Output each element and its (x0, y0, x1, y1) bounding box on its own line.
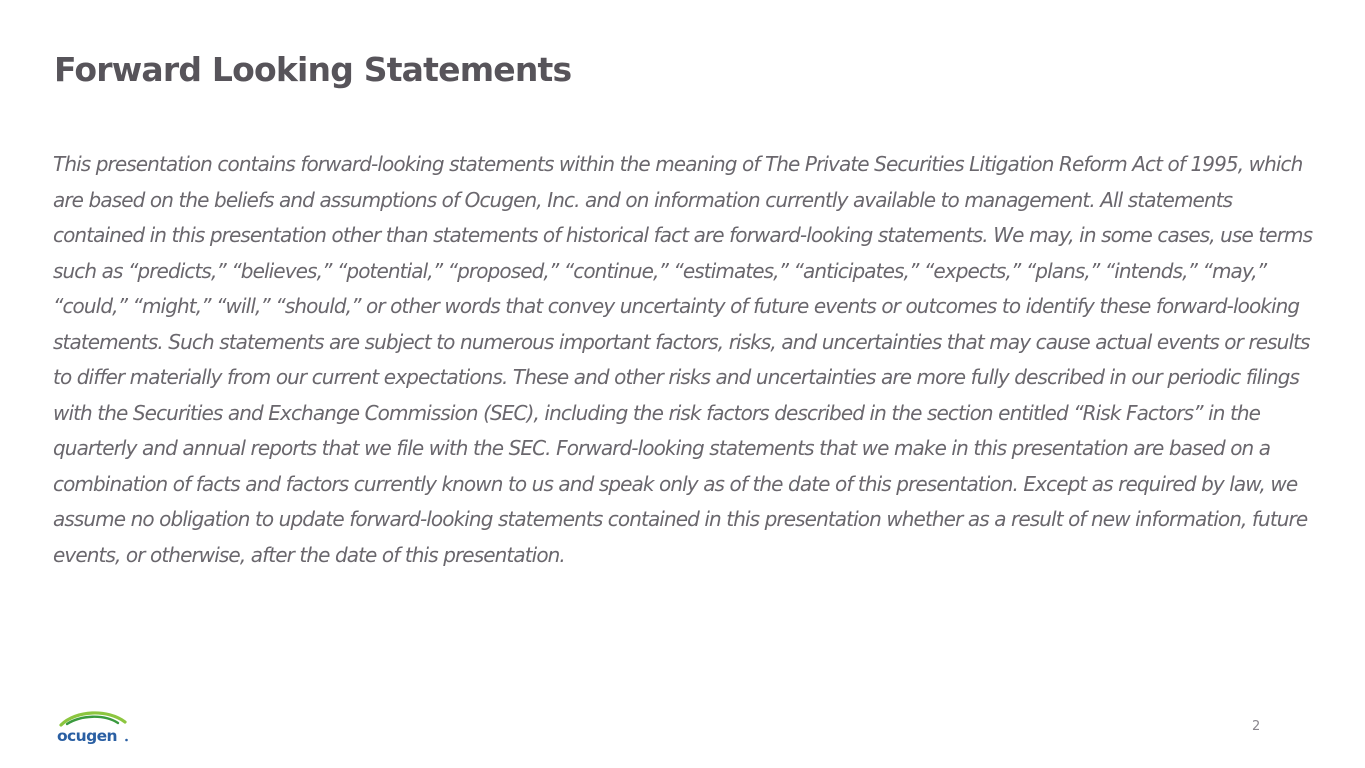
slide-title: Forward Looking Statements (54, 50, 572, 89)
ocugen-logo-text: ocugen (57, 727, 117, 745)
ocugen-logo-icon (56, 709, 130, 751)
forward-looking-statement-text: This presentation contains forward-looking statements within the meaning of The Private Securities Litigation Reform Act of 1995, which are based on the beliefs and assumptions of Ocugen, Inc. and on information currently available to management. All statements contained in this presentation other than statements of historical fact are forward-looking statements. We may, in some cases, use terms such as “predicts,” “believes,” “potential,” “proposed,” “continue,” “estimates,” “anticipates,” “expects,” “plans,” “intends,” “may,” “could,” “might,” “will,” “should,” or other words that convey uncertainty of future events or outcomes to identify these forward-looking statements. Such statements are subject to numerous important factors, risks, and uncertainties that may cause actual events or results to differ materially from our current expectations. These and other risks and uncertainties are more fully described in our periodic filings with the Securities and Exchange Commission (SEC), including the risk factors described in the section entitled “Risk Factors” in the quarterly and annual reports that we file with the SEC. Forward-looking statements that we make in this presentation are based on a combination of facts and factors currently known to us and speak only as of the date of this presentation. Except as required by law, we assume no obligation to update forward-looking statements contained in this presentation whether as a result of new information, future events, or otherwise, after the date of this presentation. (53, 152, 1313, 567)
ocugen-logo (56, 709, 130, 751)
page-number: 2 (1252, 719, 1261, 734)
